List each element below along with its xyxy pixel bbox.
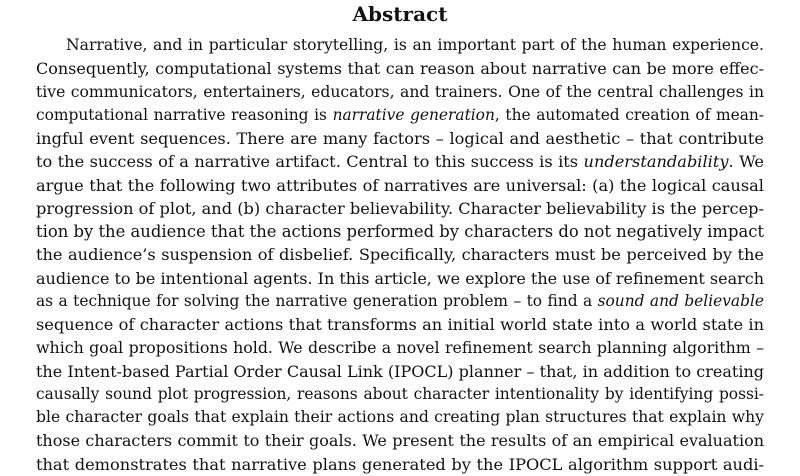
italic-phrase: understandability (583, 152, 729, 172)
text-segment: the audience’s suspension of disbelief. Specifically, characters must be perceived by the (36, 245, 764, 265)
abstract-line (36, 360, 764, 383)
text-segment: computational narrative reasoning is (36, 105, 333, 124)
abstract-line (36, 290, 764, 313)
abstract-line (36, 127, 764, 150)
text-segment: to the success of a narrative artifact. Central to this success is its (36, 152, 584, 172)
text-segment: causally sound plot progression, reasons about character intentionality by identifying possi- (36, 384, 764, 403)
abstract-line (36, 429, 764, 452)
text-segment: argue that the following two attributes of narratives are universal: (a) the logical causal (36, 175, 764, 195)
text-segment: ble character goals that explain their actions and creating plan structures that explain why (36, 408, 764, 426)
abstract-line (36, 220, 764, 243)
text-segment: Narrative, and in particular storytelling, is an important part of the human experience. (66, 36, 764, 54)
abstract-line (36, 267, 764, 290)
text-segment: tive communicators, entertainers, educators, and trainers. One of the central challenges in (36, 82, 764, 101)
text-segment: progression of plot, and (b) character believability. Character believability is the percep- (36, 198, 764, 218)
text-segment: those characters commit to their goals. We present the results of an empirical evaluation (36, 431, 764, 451)
text-segment: , the automated creation of mean- (494, 105, 764, 124)
text-segment: the Intent-based Partial Order Causal Link (IPOCL) planner – that, in addition to creating (36, 361, 764, 381)
abstract-line (36, 383, 764, 406)
abstract-line (36, 174, 764, 197)
italic-phrase: sound and believable (597, 291, 764, 310)
text-segment: that demonstrates that narrative plans generated by the IPOCL algorithm support audi- (36, 454, 764, 474)
text-segment: sequence of character actions that transforms an initial world state into a world state in (36, 315, 764, 334)
text-segment: ingful event sequences. There are many factors – logical and aesthetic – that contribute (36, 129, 764, 148)
abstract-line (36, 34, 764, 57)
abstract-heading: Abstract (352, 2, 448, 26)
text-segment: which goal propositions hold. We describe a novel refinement search planning algorithm – (36, 338, 764, 358)
text-segment: tion by the audience that the actions performed by characters do not negatively impact (36, 222, 764, 241)
abstract-line (36, 104, 764, 127)
abstract-line (36, 406, 764, 429)
abstract-line (36, 243, 764, 266)
text-segment: . We (728, 152, 764, 172)
text-segment: as a technique for solving the narrative generation problem – to find a (36, 291, 598, 310)
abstract-line (36, 453, 764, 476)
abstract-body (36, 34, 764, 476)
abstract-line (36, 57, 764, 80)
text-segment: Consequently, computational systems that can reason about narrative can be more effec- (36, 59, 764, 79)
abstract-line (36, 313, 764, 336)
abstract-line (36, 197, 764, 220)
abstract-line (36, 81, 764, 104)
abstract-line (36, 150, 764, 173)
italic-phrase: narrative generation (332, 105, 495, 124)
abstract-line (36, 336, 764, 359)
text-segment: audience to be intentional agents. In this article, we explore the use of refinement search (36, 268, 765, 288)
